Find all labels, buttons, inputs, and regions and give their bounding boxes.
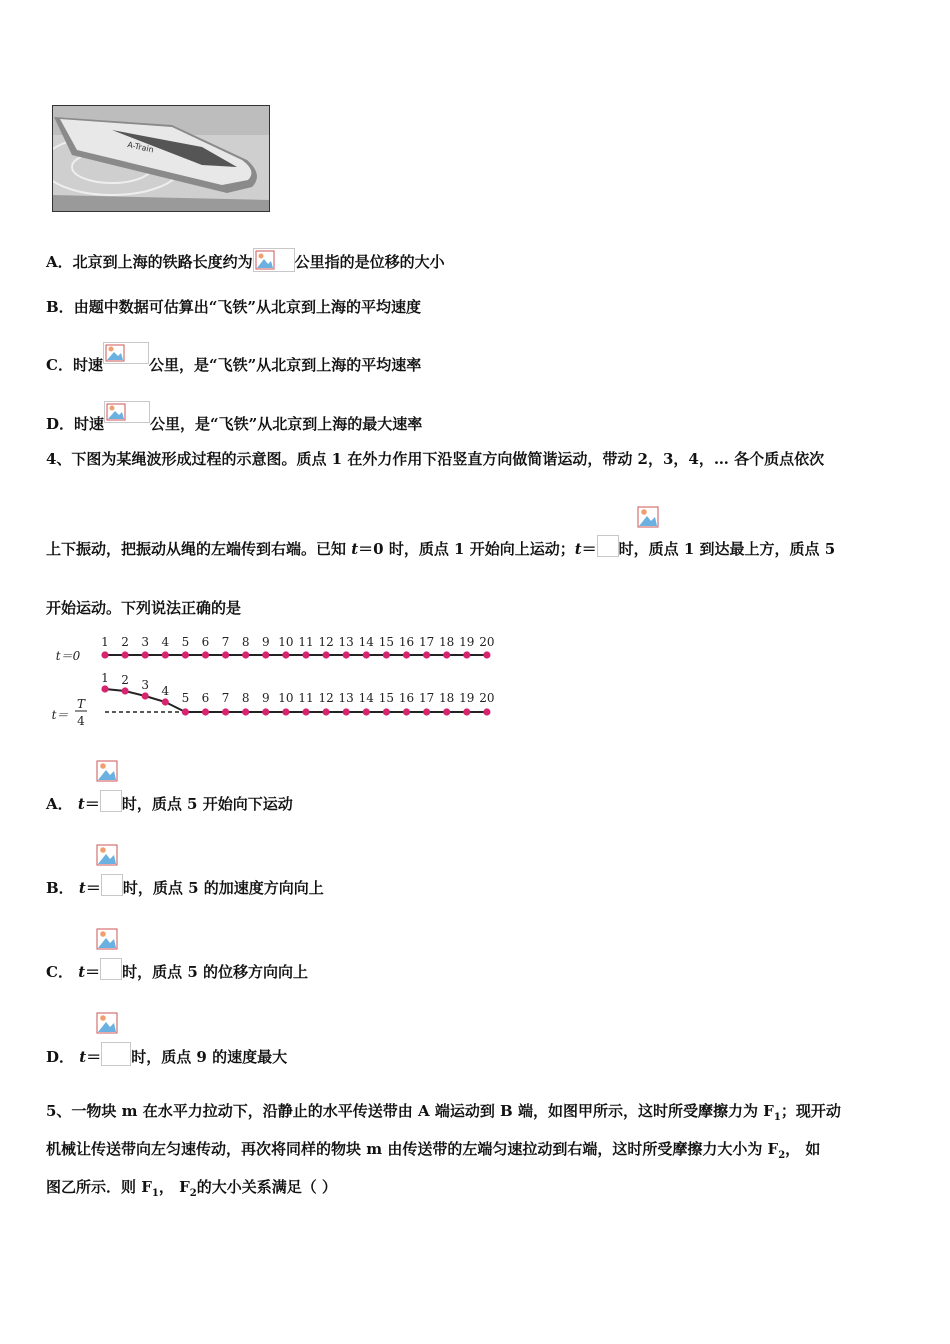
missing-image-icon: [100, 958, 122, 980]
equals-sign: ＝: [85, 963, 101, 981]
option-text: 时，质点 5 开始向下运动: [121, 795, 293, 813]
equals-sign: ＝: [84, 795, 100, 813]
stem-text: 上下振动，把振动从绳的左端传到右端。已知: [46, 540, 352, 558]
fraction-image-icon: [96, 760, 118, 786]
option-letter: D．: [46, 1048, 75, 1066]
rope-point: [463, 651, 470, 658]
option-letter: A．: [46, 795, 73, 813]
stem-text: ， 如: [785, 1140, 821, 1158]
fraction-image-icon: [96, 1012, 118, 1038]
rope-point: [182, 651, 189, 658]
q5-stem-line2: [46, 1138, 820, 1161]
stem-text: 图乙所示．则 F: [46, 1178, 152, 1196]
train-photo: [52, 105, 270, 212]
row1-label: t＝0: [55, 649, 81, 663]
rope-point: [202, 651, 209, 658]
q3-option-d: [46, 401, 422, 434]
option-text-tail: 公里，是“飞铁”从北京到上海的平均速率: [148, 356, 422, 374]
equals-sign: ＝: [581, 540, 597, 558]
missing-image-icon: [101, 1042, 131, 1066]
rope-point: [363, 708, 370, 715]
t-symbol: t: [77, 795, 85, 813]
rope-point: [323, 708, 330, 715]
rope-wave-svg: [46, 632, 506, 732]
rope-point: [202, 708, 209, 715]
row2-label-t: t＝: [51, 708, 69, 722]
rope-point: [162, 698, 169, 705]
rope-point: [302, 708, 309, 715]
rope-point: [182, 708, 189, 715]
stem-text: ， F: [158, 1178, 190, 1196]
rope-point: [262, 651, 269, 658]
point-label: 18: [439, 635, 455, 649]
stem-text: 5、一物块 m 在水平力拉动下，沿静止的水平传送带由 A 端运动到 B 端，如图甲所示，这时所受摩擦力为 F: [46, 1102, 774, 1120]
point-label: 6: [201, 691, 210, 705]
rope-point: [162, 651, 169, 658]
option-letter: A．: [46, 253, 73, 271]
rope-point: [443, 651, 450, 658]
rope-point: [282, 651, 289, 658]
equals-sign: ＝: [85, 879, 101, 897]
rope-point: [403, 708, 410, 715]
point-label: 9: [261, 635, 270, 649]
point-label: 10: [278, 635, 294, 649]
option-text: 时，质点 5 的位移方向向上: [122, 963, 309, 981]
point-label: 3: [141, 678, 150, 692]
option-text: 时，质点 9 的速度最大: [131, 1048, 288, 1066]
missing-image-icon: [103, 342, 149, 364]
rope-point: [443, 708, 450, 715]
option-text: 时，质点 5 的加速度方向向上: [122, 879, 324, 897]
rope-point: [343, 708, 350, 715]
missing-image-icon: [104, 401, 150, 423]
rope-point: [403, 651, 410, 658]
point-label: 10: [278, 691, 294, 705]
point-label: 16: [398, 691, 415, 705]
rope-point: [142, 692, 149, 699]
option-letter: B．: [46, 298, 74, 316]
q5-stem-line3: [46, 1176, 337, 1199]
point-label: 3: [141, 635, 150, 649]
point-label: 19: [459, 691, 475, 705]
t-symbol: t: [78, 879, 86, 897]
q3-option-b: [46, 296, 421, 317]
rope-point: [383, 708, 390, 715]
rope-point: [242, 651, 249, 658]
point-label: 15: [378, 691, 395, 705]
rope-point: [242, 708, 249, 715]
subscript: 1: [773, 1112, 781, 1123]
t-symbol: t: [574, 540, 582, 558]
rope-point: [323, 651, 330, 658]
rope-point: [302, 651, 309, 658]
rope-point: [463, 708, 470, 715]
point-label: 4: [161, 635, 170, 649]
point-label: 2: [121, 673, 129, 687]
point-label: 4: [161, 684, 170, 698]
point-label: 9: [261, 691, 270, 705]
rope-wave-figure: [46, 632, 506, 732]
t-symbol: t: [79, 1048, 87, 1066]
rope-point: [222, 651, 229, 658]
t-symbol: t: [78, 963, 86, 981]
rope-point: [423, 651, 430, 658]
point-label: 6: [201, 635, 210, 649]
point-label: 17: [418, 635, 435, 649]
rope-point: [262, 708, 269, 715]
q3-option-a: [46, 248, 445, 272]
rope-point: [343, 651, 350, 658]
point-label: 17: [418, 691, 435, 705]
option-letter: D．: [46, 415, 75, 433]
point-label: 20: [479, 635, 495, 649]
missing-image-icon: [100, 790, 122, 812]
missing-image-icon: [101, 874, 123, 896]
option-text: 时速: [72, 356, 103, 374]
option-text: 由题中数据可估算出“飞铁”从北京到上海的平均速度: [73, 298, 421, 316]
subscript: 1: [151, 1188, 159, 1199]
point-label: 7: [221, 635, 230, 649]
option-letter: B．: [46, 879, 74, 897]
stem-text: ＝0 时，质点 1 开始向上运动；: [358, 540, 575, 558]
q5-stem-line1: [46, 1100, 841, 1123]
point-label: 1: [101, 671, 109, 685]
svg-text:A-Train: A-Train: [126, 140, 155, 155]
rope-point: [101, 651, 108, 658]
missing-image-icon: [253, 248, 295, 272]
point-label: 20: [479, 691, 495, 705]
subscript: 2: [189, 1188, 197, 1199]
point-label: 2: [121, 635, 129, 649]
point-label: 7: [221, 691, 230, 705]
q3-option-c: [46, 342, 421, 375]
t-symbol: t: [351, 540, 359, 558]
fraction-image-icon: [96, 844, 118, 870]
fraction-image-icon: [96, 928, 118, 954]
stem-text: ；现开动: [780, 1102, 841, 1120]
point-label: 11: [298, 691, 314, 705]
option-letter: C．: [46, 963, 73, 981]
rope-point: [222, 708, 229, 715]
point-label: 5: [181, 635, 190, 649]
point-label: 14: [358, 635, 374, 649]
stem-text: 的大小关系满足（ ）: [196, 1178, 337, 1196]
point-label: 18: [439, 691, 455, 705]
point-label: 13: [338, 691, 354, 705]
point-label: 19: [459, 635, 475, 649]
point-label: 11: [298, 635, 314, 649]
stem-text: 时，质点 1 到达最上方，质点 5: [618, 540, 836, 558]
rope-point: [363, 651, 370, 658]
q4-stem-line1: 4、下图为某绳波形成过程的示意图。质点 1 在外力作用下沿竖直方向做简谐运动，带动 2，3，4，… 各个质点依次: [46, 450, 825, 468]
point-label: 13: [338, 635, 354, 649]
fraction-image-icon: [637, 506, 659, 528]
rope-point: [483, 708, 490, 715]
rope-point: [101, 685, 108, 692]
equals-sign: ＝: [86, 1048, 102, 1066]
rope-point: [122, 651, 129, 658]
rope-point: [122, 687, 129, 694]
point-label: 16: [398, 635, 415, 649]
row2-label-den: 4: [77, 714, 85, 728]
row2-label-num: T: [76, 697, 86, 711]
point-label: 12: [318, 635, 334, 649]
option-text: 时速: [74, 415, 105, 433]
stem-text: 机械让传送带向左匀速传动，再次将同样的物块 m 由传送带的左端匀速拉动到右端，这时所受摩擦力大小为 F: [46, 1140, 779, 1158]
rope-point: [423, 708, 430, 715]
point-label: 12: [318, 691, 334, 705]
subscript: 2: [778, 1150, 786, 1161]
option-text: 北京到上海的铁路长度约为: [72, 253, 253, 271]
option-text-tail: 公里指的是位移的大小: [294, 253, 445, 271]
point-label: 15: [378, 635, 395, 649]
option-text-tail: 公里，是“飞铁”从北京到上海的最大速率: [150, 415, 423, 433]
option-letter: C．: [46, 356, 73, 374]
missing-image-icon: [597, 535, 619, 557]
point-label: 5: [181, 691, 190, 705]
q4-stem-line2: [46, 535, 835, 559]
point-label: 8: [241, 635, 250, 649]
rope-point: [142, 651, 149, 658]
rope-point: [282, 708, 289, 715]
point-label: 14: [358, 691, 374, 705]
point-label: 1: [101, 635, 109, 649]
rope-point: [483, 651, 490, 658]
q4-stem-line3: 开始运动。下列说法正确的是: [46, 599, 242, 617]
point-label: 8: [241, 691, 250, 705]
rope-point: [383, 651, 390, 658]
